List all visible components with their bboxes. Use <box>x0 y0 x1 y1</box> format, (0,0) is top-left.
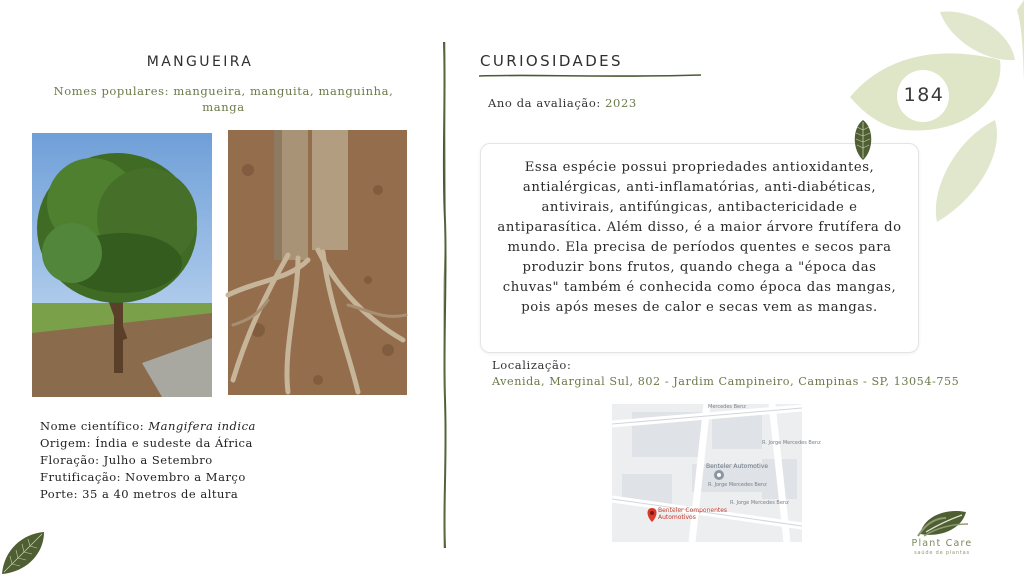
year-label: Ano da avaliação: <box>488 96 606 110</box>
map-street-label: R. Jorge Mercedes Benz <box>708 482 767 488</box>
map-street-label: Mercedes Benz <box>708 404 746 410</box>
brand-name: Plant Care <box>911 538 973 549</box>
leaf-icon <box>850 118 876 162</box>
evaluation-year <box>488 96 637 110</box>
species-facts <box>40 418 340 503</box>
size-row: Porte: 35 a 40 metros de altura <box>40 487 239 501</box>
location-label: Localização: <box>492 358 572 372</box>
scientific-name-row <box>40 418 340 435</box>
fruiting-row: Frutificação: Novembro a Março <box>40 470 246 484</box>
map-place-label: Benteler Automotive <box>706 463 769 470</box>
origin-row: Origem: Índia e sudeste da África <box>40 436 253 450</box>
location-map[interactable] <box>612 404 821 542</box>
year-value: 2023 <box>605 96 637 110</box>
tree-photo-illustration <box>32 133 212 397</box>
curiosities-title: CURIOSIDADES <box>480 52 623 70</box>
location-address: Avenida, Marginal Sul, 802 - Jardim Campineiro, Campinas - SP, 13054-755 <box>492 375 960 388</box>
column-divider <box>438 40 452 550</box>
popular-names: Nomes populares: mangueira, manguita, manguinha, manga <box>53 84 394 114</box>
map-street-label: R. Jorge Mercedes Benz <box>730 500 789 506</box>
scientific-name-label: Nome científico: <box>40 419 149 433</box>
species-title: MANGUEIRA <box>146 54 254 70</box>
map-street-label: R. Jorge Mercedes Benz <box>762 440 821 446</box>
leaf-icon <box>0 528 48 576</box>
tree-photo <box>32 133 212 397</box>
map-illustration <box>612 404 802 542</box>
brand-tagline: saúde de plantas <box>914 550 970 556</box>
page-number: 184 <box>903 84 945 106</box>
roots-photo <box>228 130 407 395</box>
title-underline <box>478 73 702 79</box>
roots-photo-illustration <box>228 130 407 395</box>
curiosities-text: Essa espécie possui propriedades antioxidantes, antialérgicas, anti-inflamatórias, anti-diabéticas, antivirais, antifúngicas, antibactericidade e antiparasítica. Além disso, é a maior árvore frutífera do mundo. Ela precisa de períodos quentes e secos para produzir bons frutos, quando chega a "época das chuvas" também é conhecida como época das mangas, pois após meses de calor e secas vem as mangas. <box>497 160 902 315</box>
map-place-label: Benteler Componentes Automotivos <box>658 507 728 521</box>
scientific-name-value: Mangifera indica <box>148 419 256 433</box>
flowering-row: Floração: Julho a Setembro <box>40 453 213 467</box>
